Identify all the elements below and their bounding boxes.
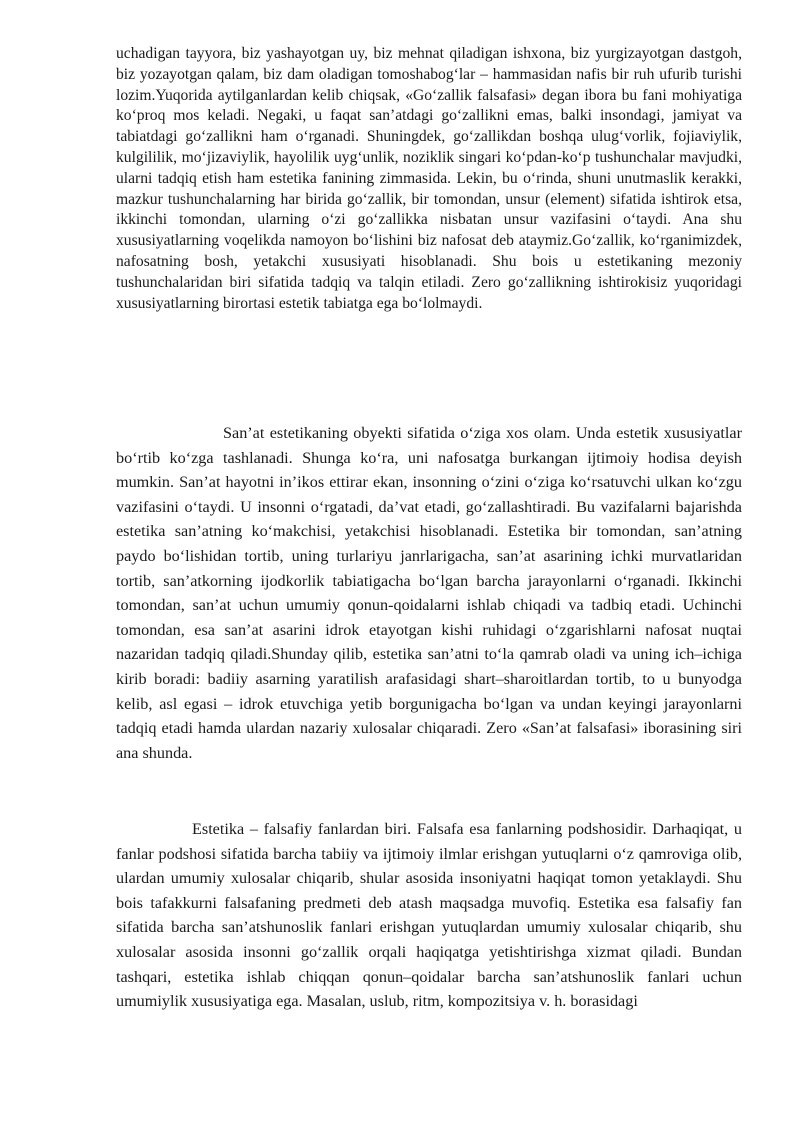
paragraph-aesthetics-philosophy: Estetika – falsafiy fanlardan biri. Falsafa esa fanlarning podshosidir. Darhaqiqat, u fanlar podshosi sifatida barcha tabiiy va ijtimoiy ilmlar erishgan yutuqlarni o‘z qamroviga olib, ulardan umumiy xulosalar chiqarib, shular asosida insoniyatni haqiqat tomon yetaklaydi. Shu bois tafakkurni falsafaning predmeti deb atash maqsadga muvofiq. Estetika esa falsafiy fan sifatida barcha san’atshunoslik fanlari erishgan yutuqlardan umumiy xulosalar chiqarib, shu xulosalar asosida insonni go‘zallik orqali haqiqatga yetishtirishga xizmat qiladi. Bundan tashqari, estetika ishlab chiqqan qonun–qoidalar barcha san’atshunoslik fanlari uchun umumiylik xususiyatiga ega. Masalan, uslub, ritm, kompozitsiya v. h. borasidagi (116, 820, 742, 1011)
paragraph-art-aesthetics: San’at estetikaning obyekti sifatida o‘ziga xos olam. Unda estetik xususiyatlar bo‘rtib ko‘zga tashlanadi. Shunga ko‘ra, uni nafosatga burkangan ijtimoiy hodisa deyish mumkin. San’at hayotni in’ikos ettirar ekan, insonning o‘zini o‘ziga ko‘rsatuvchi ulkan ko‘zgu vazifasini o‘taydi. U insonni o‘rgatadi, da’vat etadi, go‘zallashtiradi. Bu vazifalarni bajarishda estetika san’atning ko‘makchisi, yetakchisi hisoblanadi. Estetika bir tomondan, san’atning paydo bo‘lishidan tortib, uning turlariyu janrlarigacha, san’at asarining ichki murvatlaridan tortib, san’atkorning ijodkorlik tabiatigacha bo‘lgan barcha jarayonlarni o‘rganadi. Ikkinchi tomondan, san’at uchun umumiy qonun-qoidalarni ishlab chiqadi va tadbiq etadi. Uchinchi tomondan, esa san’at asarini idrok etayotgan kishi ruhidagi o‘zgarishlarni nafosat nuqtai nazaridan tadqiq qiladi.Shunday qilib, estetika san’atni to‘la qamrab oladi va uning ich–ichiga kirib boradi: badiiy asarning yaratilish arafasidagi shart–sharoitlardan tortib, to u bunyodga kelib, asl egasi – idrok etuvchiga yetib borgunigacha bo‘lgan va undan keyingi jarayonlarni tadqiq etadi hamda ulardan nazariy xulosalar chiqaradi. Zero «San’at falsafasi» iborasining siri ana shunda. (116, 424, 742, 762)
paragraph-continuation: uchadigan tayyora, biz yashayotgan uy, biz mehnat qiladigan ishxona, biz yurgizayotgan dastgoh, biz yozayotgan qalam, biz dam oladigan tomoshabog‘lar – hammasidan nafis bir ruh ufurib turishi lozim.Yuqorida aytilganlardan kelib chiqsak, «Go‘zallik falsafasi» degan ibora bu fani mohiyatiga ko‘proq mos keladi. Negaki, u faqat san’atdagi go‘zallikni emas, balki insondagi, jamiyat va tabiatdagi go‘zallikni ham o‘rganadi. Shuningdek, go‘zallikdan boshqa ulug‘vorlik, fojiaviylik, kulgililik, mo‘jizaviylik, hayolilik uyg‘unlik, noziklik singari ko‘pdan-ko‘p tushunchalar mavjudki, ularni tadqiq etish ham estetika fanining zimmasida. Lekin, bu o‘rinda, shuni unutmaslik kerakki, mazkur tushunchalarning har birida go‘zallik, bir tomondan, unsur (element) sifatida ishtirok etsa, ikkinchi tomondan, ularning o‘zi go‘zallikka nisbatan unsur vazifasini o‘taydi. Ana shu xususiyatlarning voqelikda namoyon bo‘lishini biz nafosat deb ataymiz.Go‘zallik, ko‘rganimizdek, nafosatning bosh, yetakchi xususiyati hisoblanadi. Shu bois u estetikaning mezoniy tushunchalaridan biri sifatida tadqiq va talqin etiladi. Zero go‘zallikning ishtirokisiz yuqoridagi xususiyatlarning birortasi estetik tabiatga ega bo‘lolmaydi. (116, 45, 742, 312)
